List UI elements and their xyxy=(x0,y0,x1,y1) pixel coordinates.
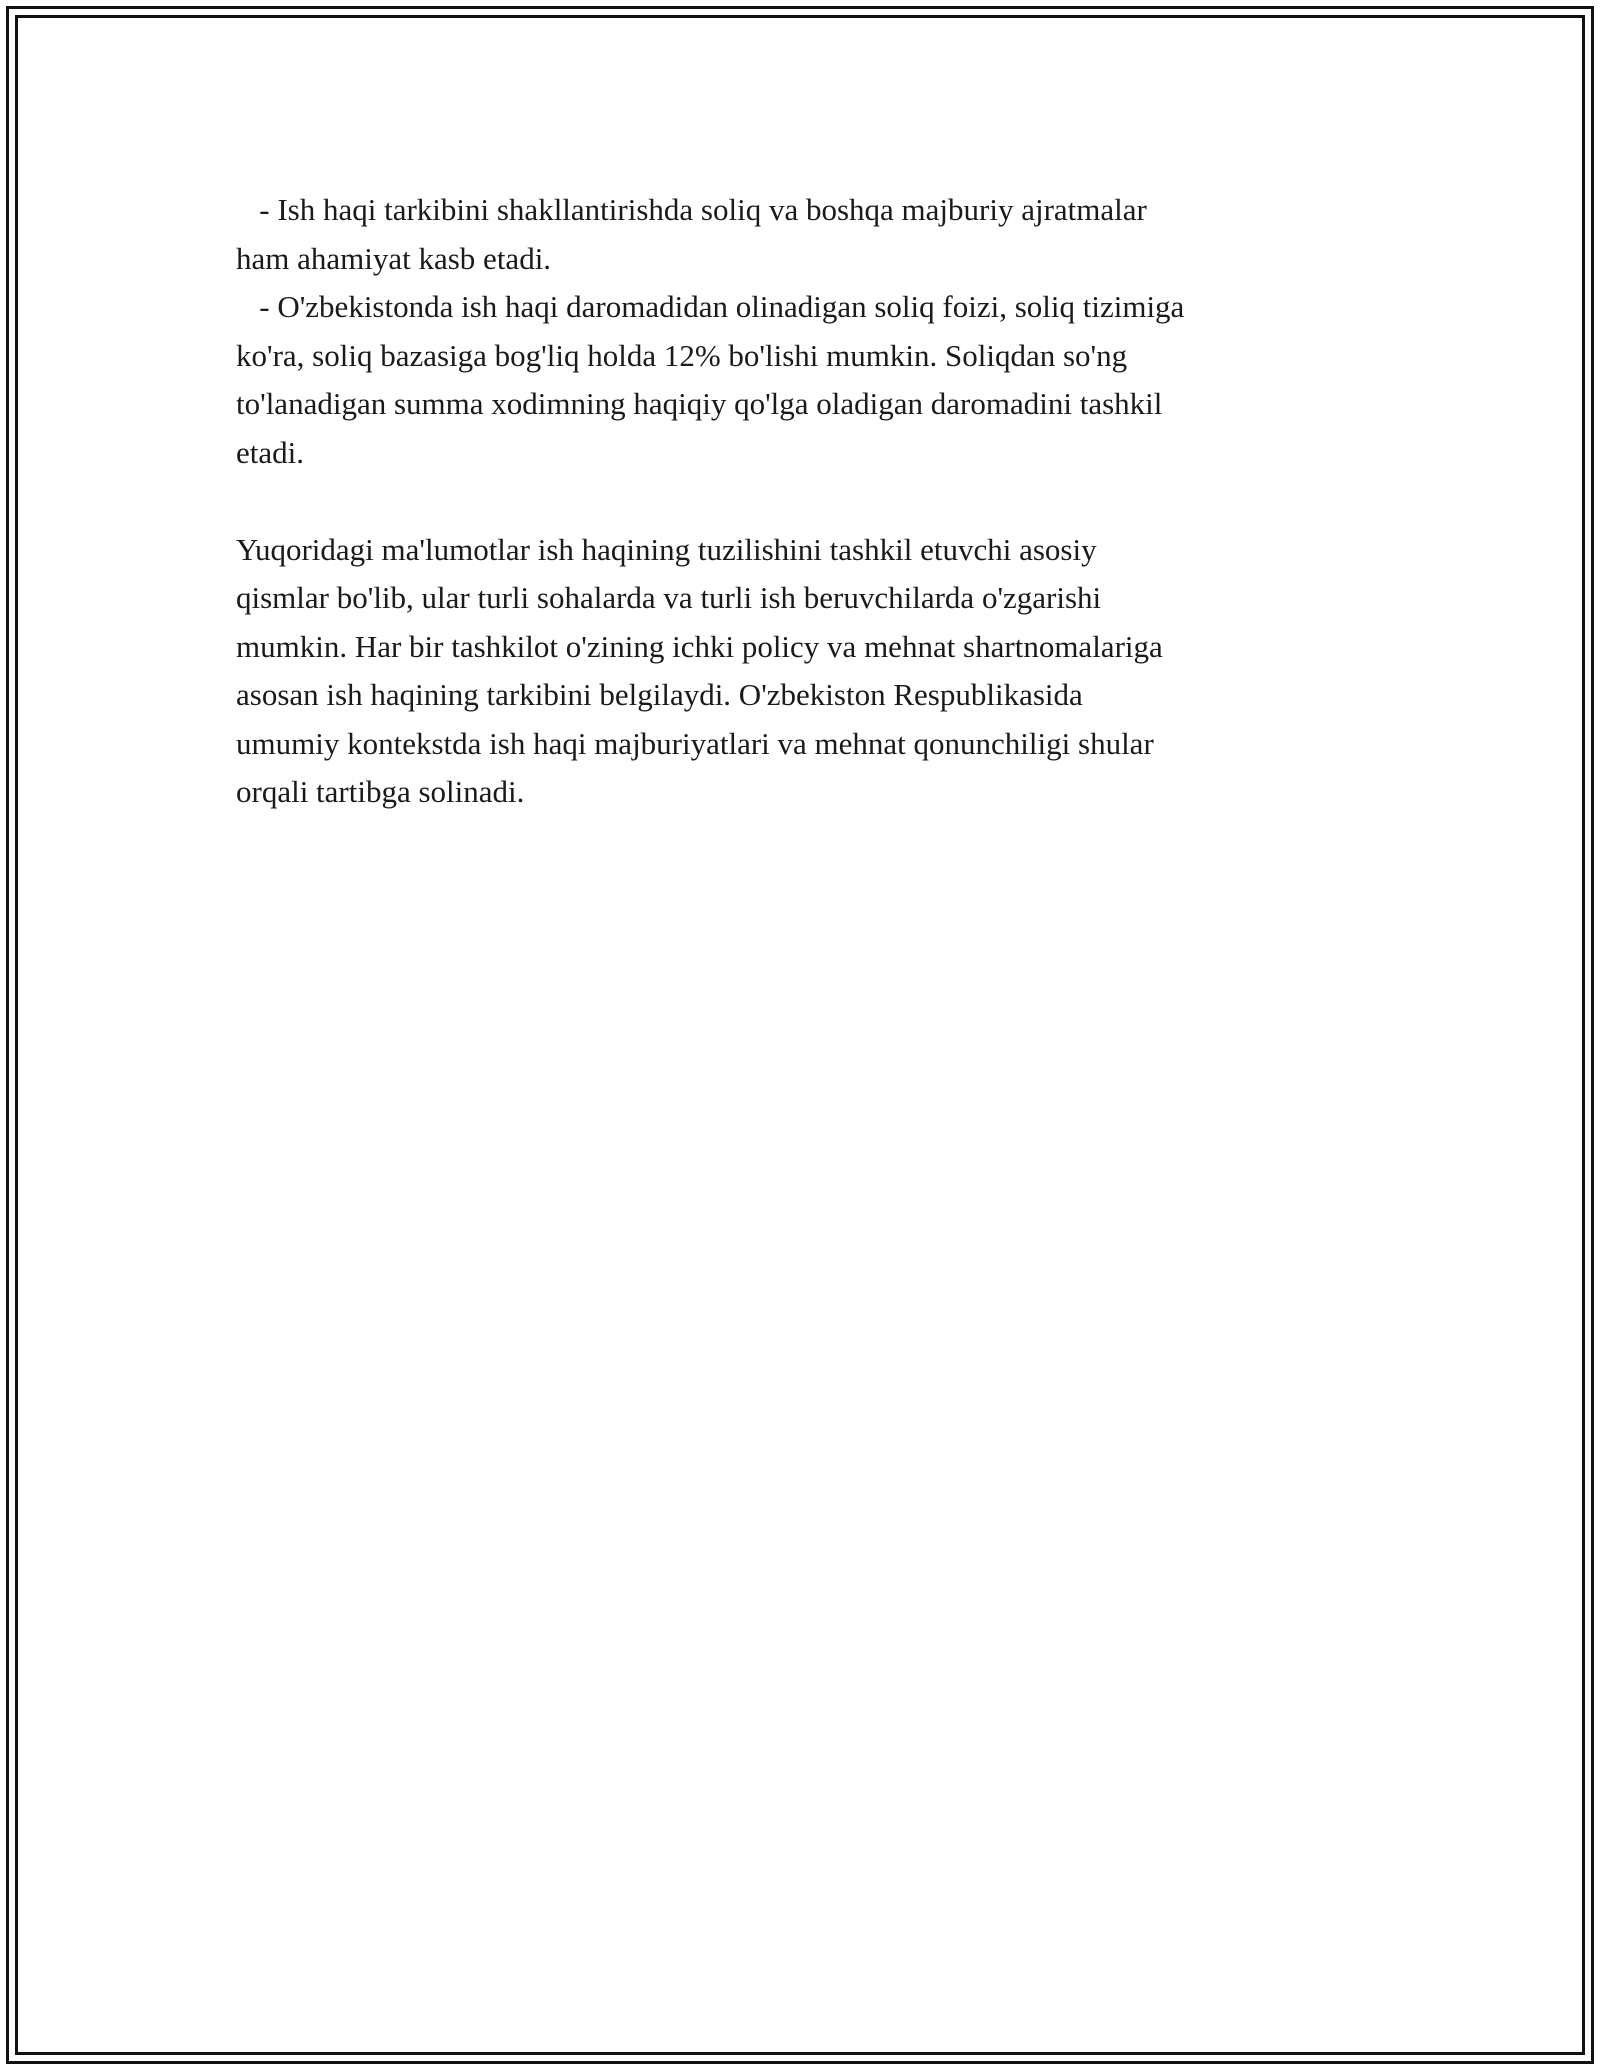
text-line: orqali tartibga solinadi. xyxy=(236,774,525,809)
text-line: qismlar bo'lib, ular turli sohalarda va turli ish beruvchilarda o'zgarishi xyxy=(236,580,1102,615)
text-line: Yuqoridagi ma'lumotlar ish haqining tuzilishini tashkil etuvchi asosiy xyxy=(236,531,1097,567)
text-line: ko'ra, soliq bazasiga bog'liq holda 12% bo'lishi mumkin. Soliqdan so'ng xyxy=(236,337,1128,373)
body-paragraph xyxy=(236,526,1366,817)
text-line: mumkin. Har bir tashkilot o'zining ichki policy va mehnat shartnomalariga xyxy=(236,628,1163,664)
text-line: umumiy kontekstda ish haqi majburiyatlari va mehnat qonunchiligi shular xyxy=(236,725,1154,761)
text-line: asosan ish haqining tarkibini belgilaydi. O'zbekiston Respublikasida xyxy=(236,677,1083,712)
text-line: - O'zbekistonda ish haqi daromadidan olinadigan soliq foizi, soliq tizimiga xyxy=(236,289,1185,324)
paragraph-spacer xyxy=(236,477,1366,526)
document-body xyxy=(236,186,1366,817)
bullet-paragraph xyxy=(236,283,1366,477)
bullet-paragraph xyxy=(236,186,1366,283)
text-line: to'lanadigan summa xodimning haqiqiy qo'lga oladigan daromadini tashkil xyxy=(236,386,1163,421)
text-line: - Ish haqi tarkibini shakllantirishda soliq va boshqa majburiy ajratmalar xyxy=(236,192,1147,227)
text-line: ham ahamiyat kasb etadi. xyxy=(236,240,552,276)
text-line: etadi. xyxy=(236,434,304,470)
